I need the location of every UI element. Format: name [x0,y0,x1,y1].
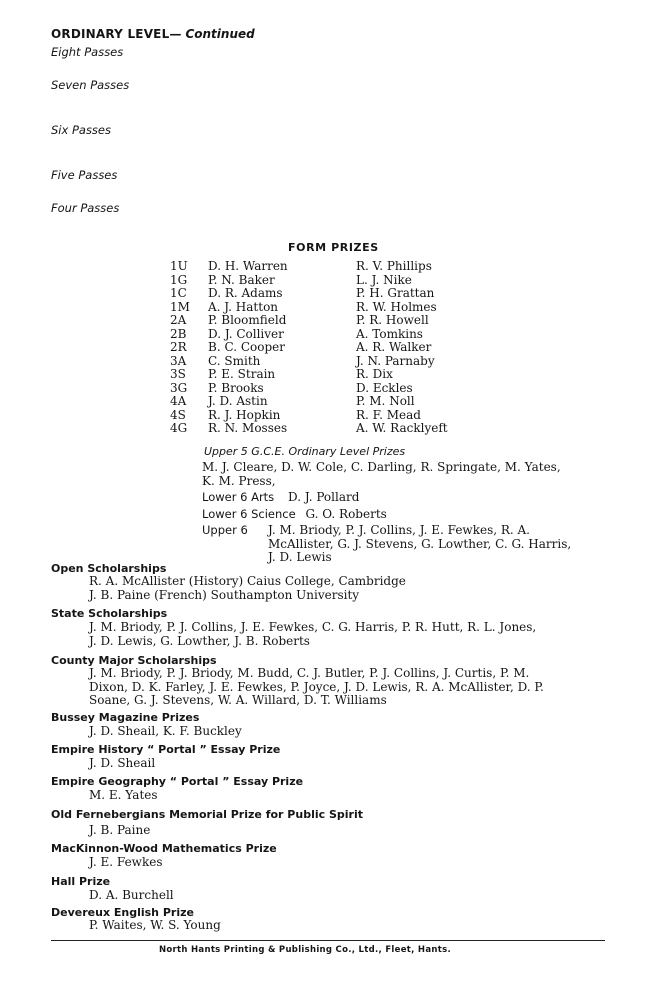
name-line: R. A. McAllister (History) Caius College, Cambridge [89,574,406,588]
section-names [89,575,406,602]
first-prize-winner: D. H. Warren [208,259,288,273]
form-code: 4G [170,421,188,435]
name-line: J. M. Briody, P. J. Briody, M. Budd, C. J. Butler, P. J. Collins, J. Curtis, P. M. [89,666,530,680]
second-prize-winner: L. J. Nike [356,272,412,287]
section-names [89,919,221,933]
section-title: MacKinnon-Wood Mathematics Prize [51,842,277,855]
lower6-arts-label: Lower 6 Arts [202,490,275,504]
second-prize-winner: R. W. Holmes [356,299,437,314]
section-title: Devereux English Prize [51,906,194,919]
upper6-label: Upper 6 [202,523,248,537]
name-line: J. D. Sheail [89,756,156,770]
name-line: J. M. Briody, P. J. Collins, J. E. Fewkes, C. G. Harris, P. R. Hutt, R. L. Jones, [89,620,537,634]
name-line: J. B. Paine [89,823,151,837]
second-prize-winner: P. H. Grattan [356,286,435,300]
lower6-science-label: Lower 6 Science [202,506,296,521]
second-prize-winner: P. M. Noll [356,394,415,408]
upper5-title: Upper 5 G.C.E. Ordinary Level Prizes [204,445,406,458]
passes-heading: Six Passes [51,123,111,137]
section-names [89,725,242,739]
upper6-row [202,523,572,564]
form-code: 1M [170,299,190,314]
header-continued: Continued [185,27,255,41]
form-code: 4A [170,394,187,408]
lower6-science-row [202,508,561,522]
form-code: 2R [170,340,187,354]
second-prize-winner: R. F. Mead [356,407,421,422]
section-title: Bussey Magazine Prizes [51,711,200,724]
lower6-science-name: G. O. Roberts [305,506,387,521]
name-line: J. D. Sheail, K. F. Buckley [89,724,242,738]
section-names [89,667,544,708]
first-prize-winner: C. Smith [208,353,261,368]
section-title: County Major Scholarships [51,654,217,667]
lower6-arts-name: D. J. Pollard [288,490,360,504]
form-code: 1C [170,286,187,300]
name-line: J. D. Lewis, G. Lowther, J. B. Roberts [89,633,310,648]
section-names [89,889,174,903]
form-code: 4S [170,407,186,422]
second-prize-winner: J. N. Parnaby [356,353,435,368]
header-level: ORDINARY LEVEL— [51,27,182,41]
upper6-line: McAllister, G. J. Stevens, G. Lowther, C. G. Harris, [268,536,572,551]
passes-heading: Eight Passes [51,45,124,59]
first-prize-winner: R. N. Mosses [208,421,288,435]
first-prize-winner: J. D. Astin [208,394,268,408]
first-prize-winner: B. C. Cooper [208,340,285,354]
section-names [89,824,150,838]
name-line: Soane, G. J. Stevens, W. A. Willard, D. T. Williams [89,693,387,707]
section-title: Empire Geography “ Portal ” Essay Prize [51,775,304,788]
first-prize-winner: P. Bloomfield [208,313,287,327]
first-prize-winner: D. J. Colliver [208,326,284,341]
upper5-block [202,460,572,564]
name-line: M. E. Yates [89,788,158,802]
printer-footer: North Hants Printing & Publishing Co., Ltd., Fleet, Hants. [159,945,451,955]
first-prize-winner: D. R. Adams [208,286,283,300]
upper6-names [268,524,571,565]
form-code: 3A [170,353,187,368]
section-title: Empire History “ Portal ” Essay Prize [51,743,281,756]
section-names [89,856,162,870]
second-prize-winner: A. W. Racklyeft [356,421,448,435]
name-line: J. E. Fewkes [89,855,163,869]
second-prize-winner: A. Tomkins [356,326,423,341]
form-code: 3S [170,367,186,381]
first-prize-winner: P. N. Baker [208,272,275,287]
name-line: Dixon, D. K. Farley, J. E. Fewkes, P. Joyce, J. D. Lewis, R. A. McAllister, D. P. [89,679,544,694]
second-prize-winner: D. Eckles [356,380,413,395]
name-line: J. B. Paine (French) Southampton University [89,587,360,602]
lower6-arts-row [202,491,561,505]
section-names [89,757,155,771]
section-header [51,27,255,41]
upper5-line: M. J. Cleare, D. W. Cole, C. Darling, R. Springate, M. Yates, [202,460,561,474]
footer-rule [51,940,605,941]
section-names [89,621,536,648]
first-prize-winner: P. Brooks [208,380,264,395]
second-prize-winner: R. Dix [356,367,393,381]
upper6-line: J. M. Briody, P. J. Collins, J. E. Fewkes, R. A. [268,523,530,537]
first-prize-winner: P. E. Strain [208,367,276,381]
form-code: 3G [170,380,188,395]
passes-heading: Seven Passes [51,78,130,92]
second-prize-winner: P. R. Howell [356,313,429,327]
section-title: State Scholarships [51,607,168,620]
section-title: Hall Prize [51,875,111,888]
upper6-line: J. D. Lewis [268,550,332,564]
passes-heading: Four Passes [51,201,120,215]
second-prize-winner: R. V. Phillips [356,259,432,273]
name-line: D. A. Burchell [89,888,174,902]
upper5-line: K. M. Press, [202,473,276,488]
first-prize-winner: A. J. Hatton [208,299,279,314]
passes-heading: Five Passes [51,168,118,182]
form-code: 1G [170,272,188,287]
form-prizes-title: FORM PRIZES [288,241,379,254]
second-prize-winner: A. R. Walker [356,340,432,354]
form-code: 2B [170,326,187,341]
first-prize-winner: R. J. Hopkin [208,407,281,422]
form-code: 1U [170,259,188,273]
name-line: P. Waites, W. S. Young [89,918,221,932]
section-names [89,789,158,803]
section-title: Open Scholarships [51,562,167,575]
section-title: Old Fernebergians Memorial Prize for Public Spirit [51,808,363,821]
form-code: 2A [170,313,187,327]
